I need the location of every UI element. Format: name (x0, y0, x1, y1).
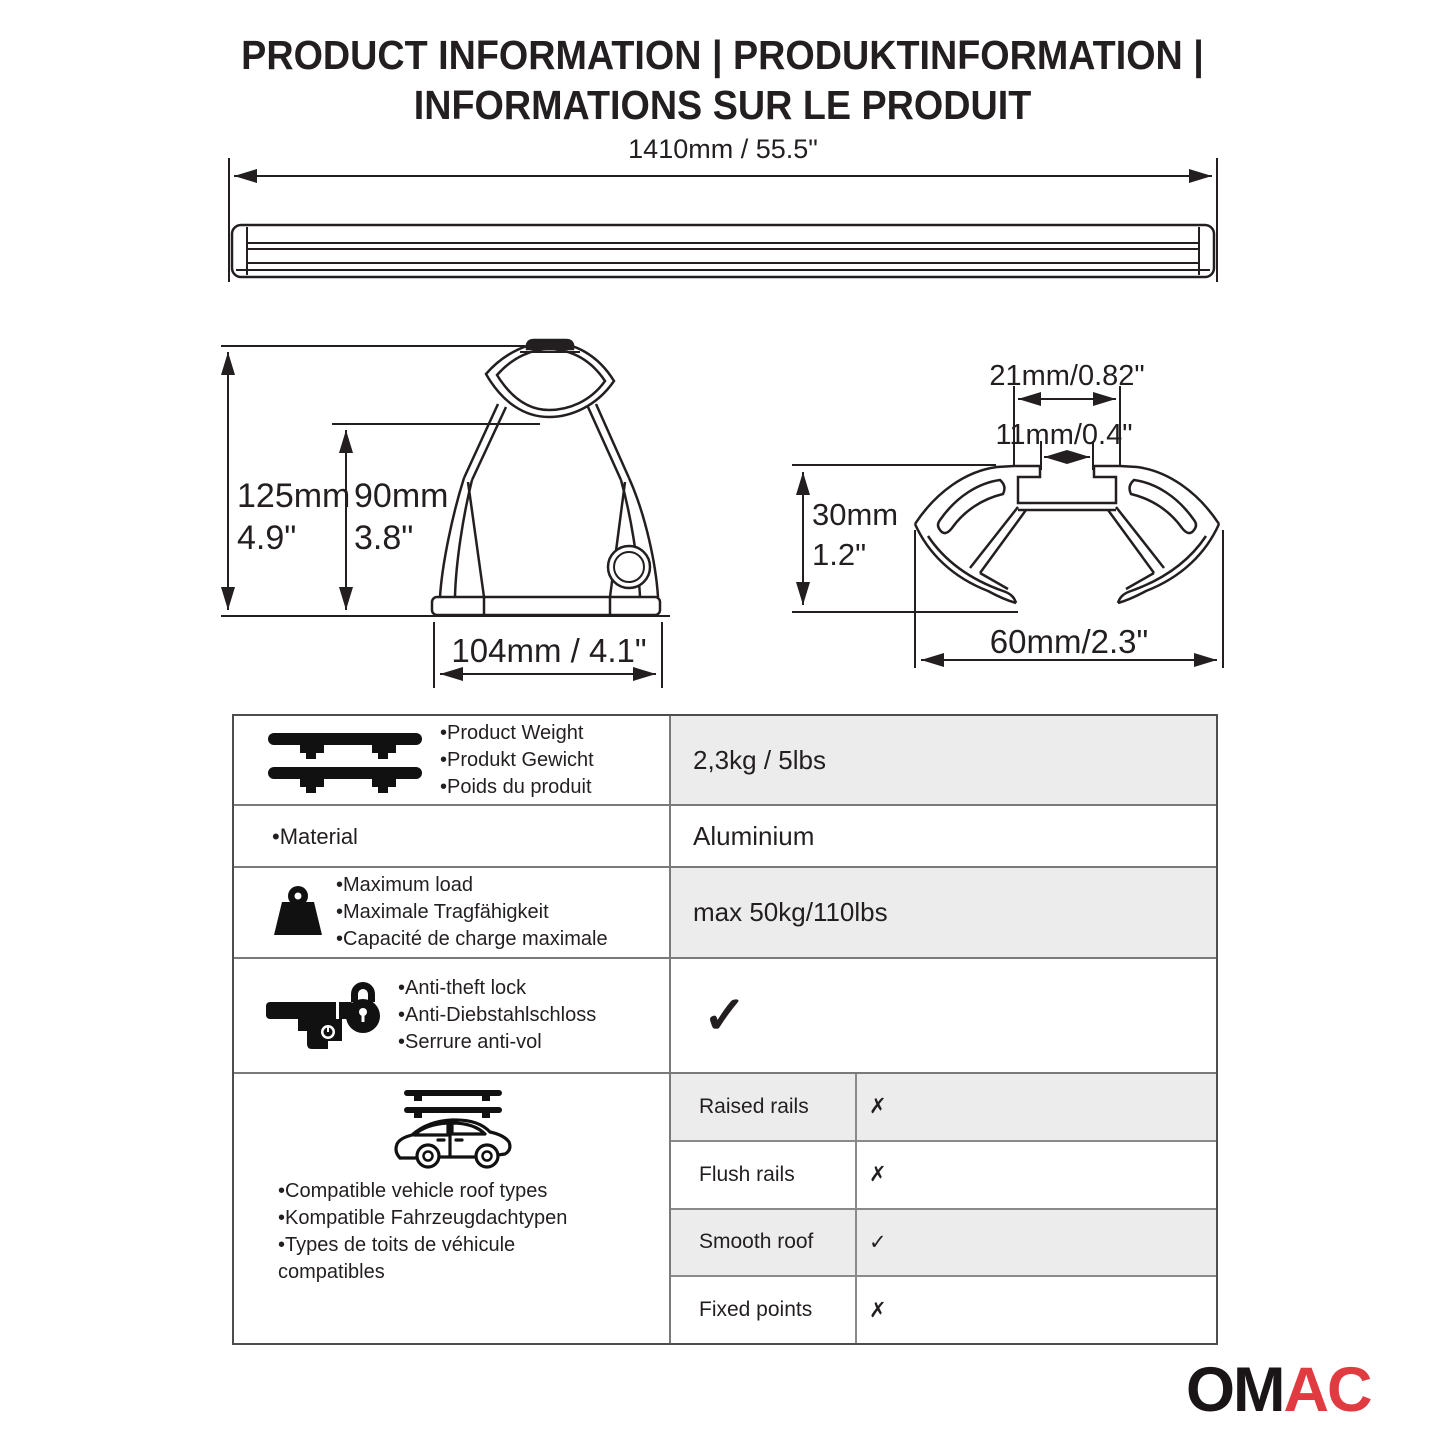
roof-type-mark: ✗ (869, 1298, 887, 1322)
label-line: •Capacité de charge maximale (336, 928, 608, 950)
table-row-product-weight (234, 716, 1216, 804)
profile-outer-top-width-label: 21mm/0.82" (989, 360, 1145, 392)
anti-theft-check: ✓ (671, 959, 1216, 1072)
roof-type-label: Fixed points (671, 1277, 857, 1343)
roof-types-labels (234, 1178, 669, 1286)
product-weight-labels (440, 720, 594, 801)
label-line: •Anti-Diebstahlschloss (398, 1004, 597, 1026)
foot-inner-height-mm: 90mm (354, 477, 449, 515)
car-roof-icon (390, 1088, 514, 1174)
max-load-value: max 50kg/110lbs (671, 868, 1216, 957)
foot-inner-height-in: 3.8" (354, 519, 414, 557)
roof-types-label-cell (234, 1074, 671, 1343)
foot-total-height-in: 4.9" (237, 519, 297, 557)
max-load-label-cell (234, 868, 671, 957)
anti-theft-labels (398, 975, 596, 1056)
page-title-line1: PRODUCT INFORMATION | PRODUKTINFORMATION | (241, 32, 1204, 78)
foot-base-width-label: 104mm / 4.1" (451, 632, 647, 669)
label-line: •Maximum load (336, 874, 474, 896)
table-row-material (234, 804, 1216, 866)
omac-logo (1186, 1354, 1370, 1426)
material-labels (272, 823, 358, 850)
profile-slot-width-label: 11mm/0.4" (995, 419, 1133, 451)
profile-height-mm: 30mm (812, 497, 899, 532)
product-weight-value: 2,3kg / 5lbs (671, 716, 1216, 804)
table-row-max-load (234, 866, 1216, 957)
bar-length-label: 1410mm / 55.5" (628, 134, 818, 164)
label-line: •Compatible vehicle roof types (278, 1180, 548, 1202)
roof-type-mark: ✓ (869, 1230, 887, 1254)
roof-type-mark: ✗ (869, 1095, 887, 1119)
omac-logo-red-part: AC (1283, 1355, 1371, 1425)
label-line: •Anti-theft lock (398, 977, 527, 999)
spec-table (232, 714, 1218, 1345)
roof-type-row-raised-rails (671, 1074, 1216, 1140)
roof-type-label: Raised rails (671, 1074, 857, 1140)
label-line: •Product Weight (440, 721, 584, 744)
label-line: •Poids du produit (440, 775, 592, 798)
label-line: compatibles (278, 1261, 385, 1283)
foot-total-height-mm: 125mm (237, 477, 351, 515)
label-line: •Maximale Tragfähigkeit (336, 901, 549, 923)
roof-type-row-smooth-roof (671, 1208, 1216, 1276)
roof-type-label: Smooth roof (671, 1210, 857, 1276)
roof-type-mark: ✗ (869, 1163, 887, 1187)
material-value: Aluminium (671, 806, 1216, 866)
table-row-anti-theft (234, 957, 1216, 1072)
label-line: •Kompatible Fahrzeugdachtypen (278, 1207, 568, 1229)
product-weight-label-cell (234, 716, 671, 804)
lock-icon (264, 976, 386, 1056)
roof-type-label: Flush rails (671, 1142, 857, 1208)
roof-types-grid (671, 1074, 1216, 1343)
table-row-roof-types (234, 1072, 1216, 1343)
weight-icon (270, 885, 326, 941)
roof-type-row-fixed-points (671, 1275, 1216, 1343)
profile-height-in: 1.2" (812, 537, 867, 572)
label-line: •Produkt Gewicht (440, 748, 594, 771)
label-line: •Types de toits de véhicule (278, 1234, 516, 1256)
crossbars-icon (264, 727, 426, 793)
roof-type-row-flush-rails (671, 1140, 1216, 1208)
anti-theft-label-cell (234, 959, 671, 1072)
label-line: •Serrure anti-vol (398, 1031, 542, 1053)
crossbar-length-drawing (229, 158, 1217, 282)
profile-base-width-label: 60mm/2.3" (989, 623, 1149, 660)
omac-logo-black-part: OM (1186, 1355, 1284, 1425)
label-line: •Material (272, 823, 358, 849)
max-load-labels (336, 872, 608, 953)
material-label-cell (234, 806, 671, 866)
page-title-line2: INFORMATIONS SUR LE PRODUIT (413, 82, 1032, 128)
